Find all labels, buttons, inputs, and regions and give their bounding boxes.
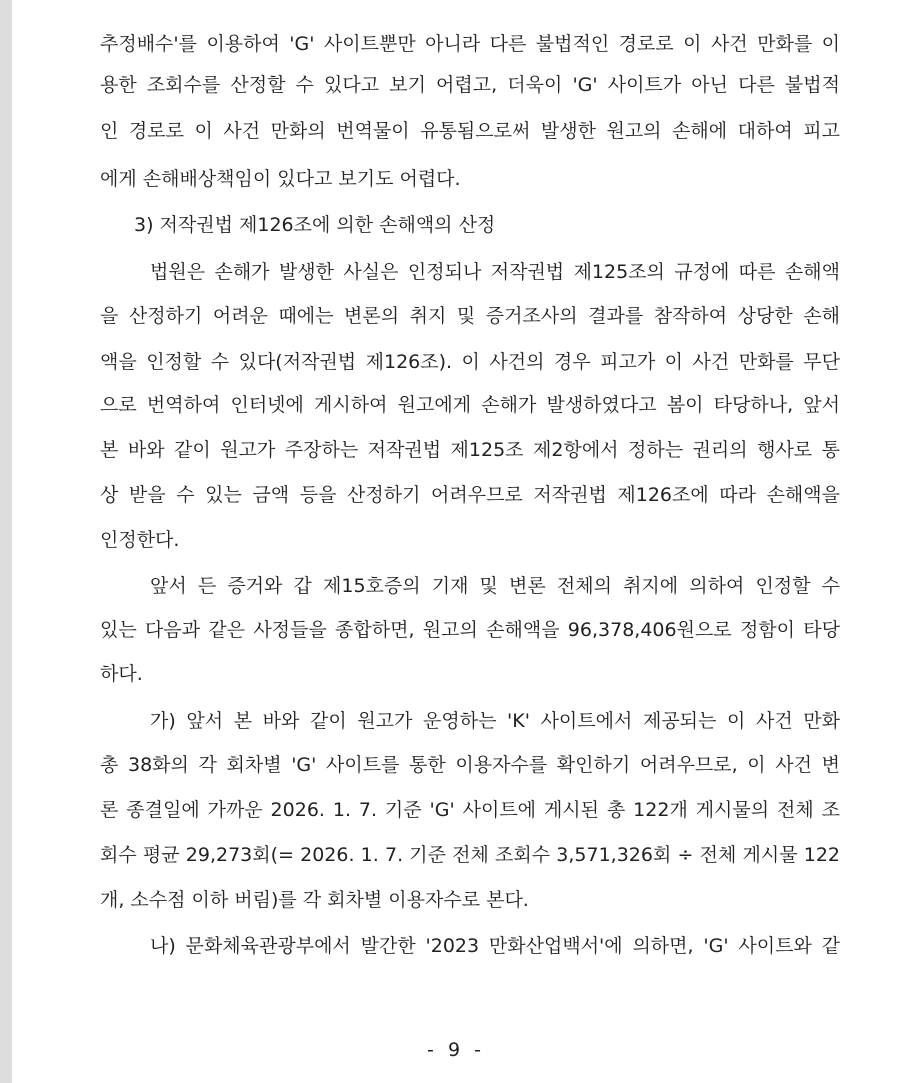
paragraph-first-line: 법원은 손해가 발생한 사실은 인정되나 저작권법 제125조의 규정에 따른 손해액 [150,261,840,283]
text-line: 론 종결일에 가까운 2026. 1. 7. 기준 'G' 사이트에 게시된 총 122개 게시물의 전체 조 [100,799,840,821]
text-line: 인정한다. [100,529,180,551]
paragraph-first-line: 나) 문화체육관광부에서 발간한 '2023 만화산업백서'에 의하면, 'G' 사이트와 같 [150,935,840,957]
text-line: 에게 손해배상책임이 있다고 보기도 어렵다. [100,168,461,190]
page-number: - 9 - [427,1039,485,1061]
text-line: 개, 소수점 이하 버림)를 각 회차별 이용자수로 본다. [100,889,529,911]
text-line: 총 38화의 각 회차별 'G' 사이트를 통한 이용자수를 확인하기 어려우므로, 이 사건 변 [100,754,840,776]
text-line: 추정배수'를 이용하여 'G' 사이트뿐만 아니라 다른 불법적인 경로로 이 사건 만화를 이 [100,33,840,55]
text-line: 용한 조회수를 산정할 수 있다고 보기 어렵고, 더욱이 'G' 사이트가 아닌 다른 불법적 [100,74,840,96]
text-line: 회수 평균 29,273회(= 2026. 1. 7. 기준 전체 조회수 3,571,326회 ÷ 전체 게시물 122 [100,844,840,866]
text-line: 본 바와 같이 원고가 주장하는 저작권법 제125조 제2항에서 정하는 권리의 행사로 통 [100,439,840,461]
text-line: 인 경로로 이 사건 만화의 번역물이 유통됨으로써 발생한 원고의 손해에 대하여 피고 [100,120,840,142]
text-line: 액을 인정할 수 있다(저작권법 제126조). 이 사건의 경우 피고가 이 사건 만화를 무단 [100,351,840,373]
text-line: 하다. [100,663,143,685]
section-heading: 3) 저작권법 제126조에 의한 손해액의 산정 [134,214,496,236]
text-line: 으로 번역하여 인터넷에 게시하여 원고에게 손해가 발생하였다고 봄이 타당하나, 앞서 [100,394,840,416]
document-page [12,0,900,1083]
paragraph-first-line: 가) 앞서 본 바와 같이 원고가 운영하는 'K' 사이트에서 제공되는 이 사건 만화 [150,710,840,732]
text-line: 상 받을 수 있는 금액 등을 산정하기 어려우므로 저작권법 제126조에 따라 손해액을 [100,484,840,506]
paragraph-first-line: 앞서 든 증거와 갑 제15호증의 기재 및 변론 전체의 취지에 의하여 인정할 수 [150,575,840,597]
text-line: 을 산정하기 어려운 때에는 변론의 취지 및 증거조사의 결과를 참작하여 상당한 손해 [100,305,840,327]
text-line: 있는 다음과 같은 사정들을 종합하면, 원고의 손해액을 96,378,406원으로 정함이 타당 [100,619,840,641]
